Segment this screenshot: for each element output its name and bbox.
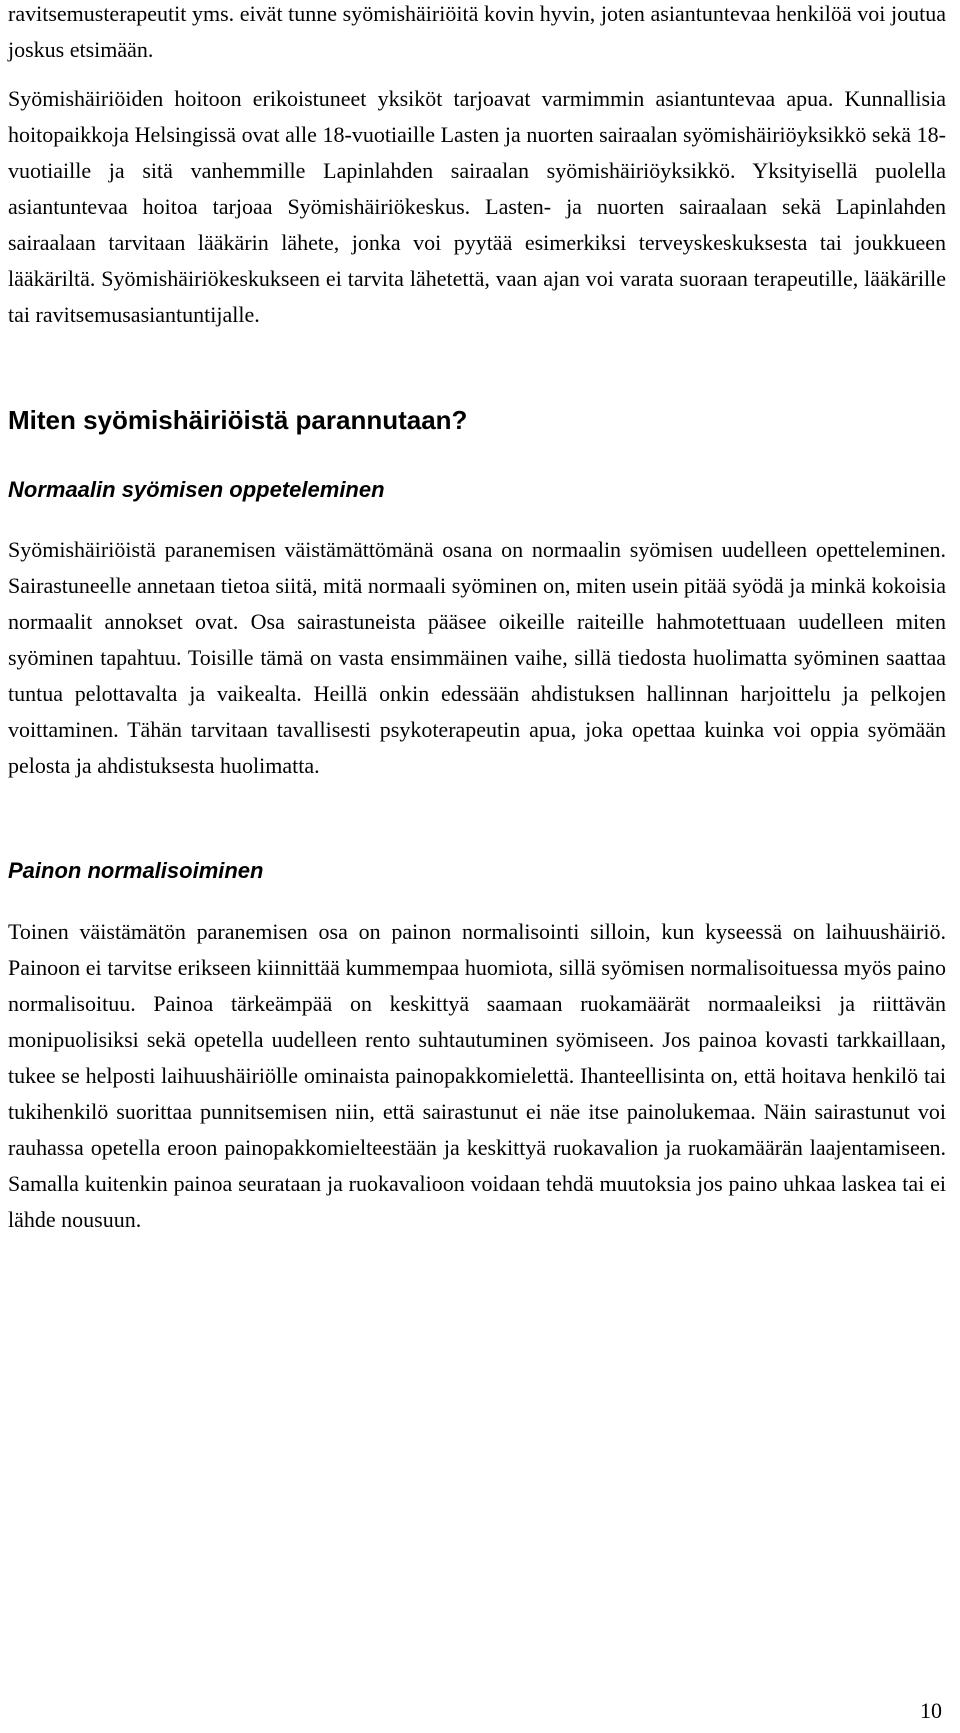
treatment-units-paragraph: Syömishäiriöiden hoitoon erikoistuneet yksiköt tarjoavat varmimmin asiantuntevaa apua. Kunnallisia hoitopaikkoja Helsingissä ovat alle 18-vuotiaille Lasten ja nuorten sairaalan syömishäiriöyksikkö sekä 18-vuotiaille ja sitä vanhemmille Lapinlahden sairaalan syömishäiriöyksikkö. Yksityisellä puolella asiantuntevaa hoitoa tarjoaa Syömishäiriökeskus. Lasten- ja nuorten sairaalaan sekä Lapinlahden sairaalaan tarvitaan lääkärin lähete, jonka voi pyytää esimerkiksi terveyskeskuksesta tai joukkueen lääkäriltä. Syömishäiriökeskukseen ei tarvita lähetettä, vaan ajan voi varata suoraan terapeutille, lääkärille tai ravitsemusasiantuntijalle. xyxy=(8,86,946,327)
page-number: 10 xyxy=(920,1698,942,1723)
intro-paragraph-tail: ravitsemusterapeutit yms. eivät tunne syömishäiriöitä kovin hyvin, joten asiantuntevaa henkilöä voi joutua joskus etsimään. xyxy=(8,1,946,62)
subsection-heading-normal-eating: Normaalin syömisen oppeteleminen xyxy=(8,477,385,502)
weight-normalization-paragraph: Toinen väistämätön paranemisen osa on painon normalisointi silloin, kun kyseessä on laihuushäiriö. Painoon ei tarvitse erikseen kiinnittää kummempaa huomiota, sillä syömisen normalisoituessa myös paino normalisoituu. Painoa tärkeämpää on keskittyä saamaan ruokamäärät normaaleiksi ja riittävän monipuolisiksi sekä opetella uudelleen rento suhtautuminen syömiseen. Jos painoa kovasti tarkkaillaan, tukee se helposti laihuushäiriölle ominaista painopakkomielettä. Ihanteellisinta on, että hoitava henkilö tai tukihenkilö suorittaa punnitsemisen niin, että sairastunut ei näe itse painolukemaa. Näin sairastunut voi rauhassa opetella eroon painopakkomielteestään ja keskittyä ruokavalion ja ruokamäärän laajentamiseen. Samalla kuitenkin painoa seurataan ja ruokavalioon voidaan tehdä muutoksia jos paino uhkaa laskea tai ei lähde nousuun. xyxy=(8,919,946,1232)
subsection-heading-weight-normalization: Painon normalisoiminen xyxy=(8,858,264,883)
normal-eating-paragraph: Syömishäiriöistä paranemisen väistämättömänä osana on normaalin syömisen uudelleen opetteleminen. Sairastuneelle annetaan tietoa siitä, mitä normaali syöminen on, miten usein pitää syödä ja minkä kokoisia normaalit annokset ovat. Osa sairastuneista pääsee oikeille raiteille hahmotettuaan uudelleen miten syöminen tapahtuu. Toisille tämä on vasta ensimmäinen vaihe, sillä tiedosta huolimatta syöminen saattaa tuntua pelottavalta ja vaikealta. Heillä onkin edessään ahdistuksen hallinnan harjoittelu ja pelkojen voittaminen. Tähän tarvitaan tavallisesti psykoterapeutin apua, joka opettaa kuinka voi oppia syömään pelosta ja ahdistuksesta huolimatta. xyxy=(8,537,946,778)
section-heading: Miten syömishäiriöistä parannutaan? xyxy=(8,405,468,435)
